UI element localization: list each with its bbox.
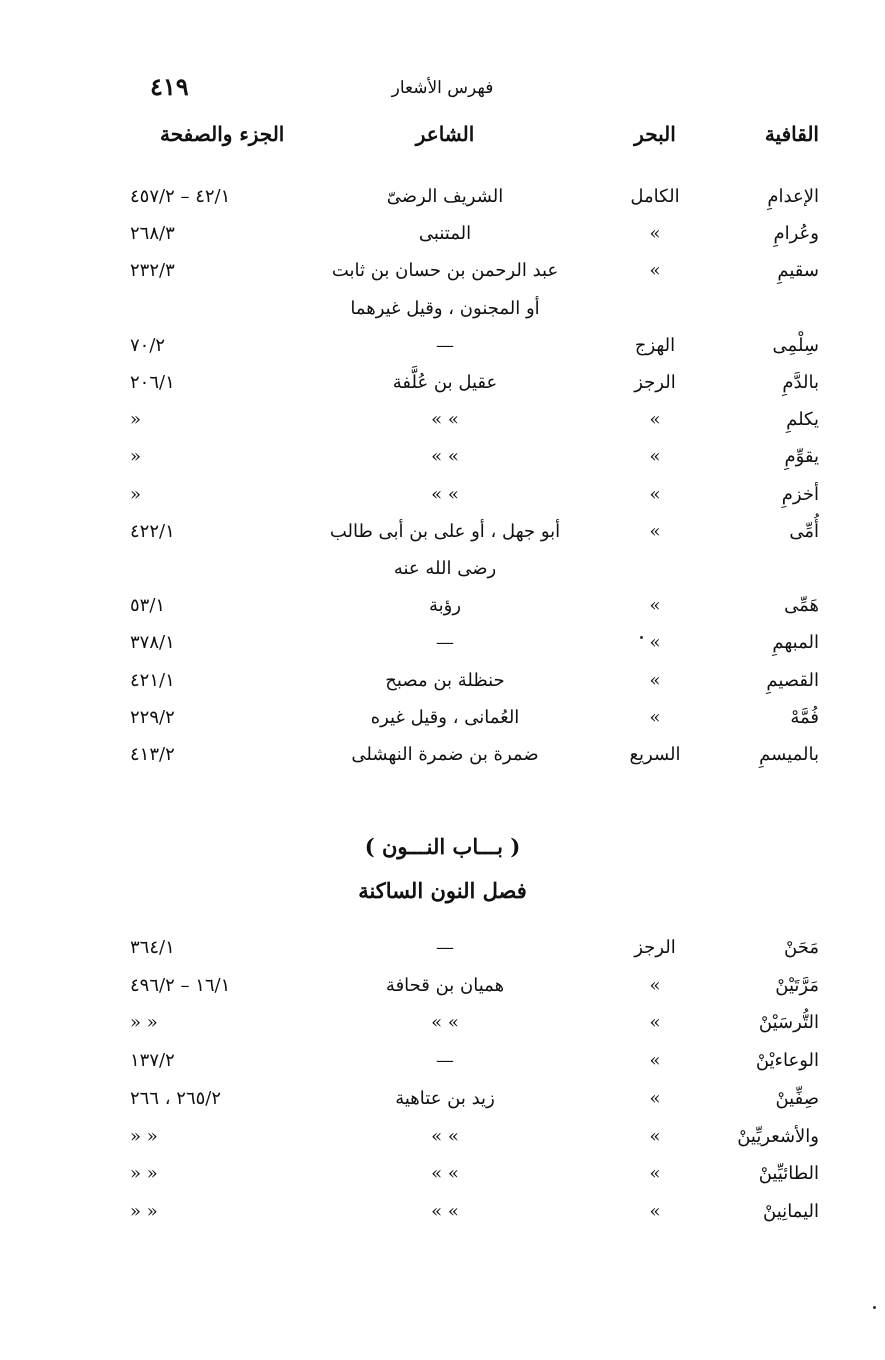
index-row <box>0 446 885 480</box>
index-row <box>0 975 885 1009</box>
rhyme-word: يكلمِ <box>786 409 819 431</box>
rhyme-word: والأشعريِّينْ <box>737 1125 819 1147</box>
meter-cell: الكامل <box>630 186 680 207</box>
poet-cell: » » <box>431 1012 459 1034</box>
rhyme-word: مَحَنْ <box>784 937 819 958</box>
meter-cell: الرجز <box>634 937 676 958</box>
subsection-title: فصل النون الساكنة <box>358 878 527 903</box>
rhyme-word: الإعدامِ <box>767 186 819 207</box>
poet-cell: حنظلة بن مصبح <box>385 669 505 691</box>
poet-cell: — <box>436 1050 454 1072</box>
index-row <box>0 298 885 332</box>
volume-page-cell: ٤٢١/١ <box>130 669 175 691</box>
volume-page-cell: » » <box>130 1163 158 1185</box>
meter-cell: » <box>649 632 661 654</box>
poet-cell: » » <box>431 1200 459 1222</box>
volume-page-cell: » » <box>130 1200 158 1222</box>
meter-cell: » <box>649 223 661 245</box>
rhyme-word: فُمَّهْ <box>790 706 819 728</box>
volume-page-cell: ٥٣/١ <box>130 595 166 617</box>
header-rhyme: القافية <box>764 122 819 146</box>
volume-page-cell: ٢٣٢/٣ <box>130 260 175 282</box>
meter-cell: الهزج <box>634 334 676 356</box>
meter-cell: » <box>649 974 661 996</box>
volume-page-cell: ٤١٣/٢ <box>130 744 175 765</box>
poet-cell: العُمانى ، وقيل غيره <box>370 706 520 728</box>
rhyme-word: أخزمِ <box>781 483 819 505</box>
rhyme-word: القصيمِ <box>766 669 819 691</box>
rhyme-word: المبهمِ <box>772 632 819 654</box>
volume-page-cell: ٢٦٨/٣ <box>130 223 175 245</box>
volume-page-cell: ٢٠٦/١ <box>130 372 175 393</box>
index-row <box>0 744 885 778</box>
meter-cell: » <box>649 706 661 728</box>
meter-cell: » <box>649 1050 661 1072</box>
chapter-title: ( بـــاب النـــون ) <box>364 834 521 859</box>
meter-cell: » <box>649 260 661 282</box>
volume-page-cell: » » <box>130 1012 158 1034</box>
poet-cell: عقيل بن عُلَّفة <box>392 372 498 393</box>
volume-page-cell: ٣٦٤/١ <box>130 937 175 958</box>
index-row <box>0 1012 885 1046</box>
volume-page-cell: ٣٧٨/١ <box>130 632 175 654</box>
meter-cell: » <box>649 1163 661 1185</box>
poet-cell: — <box>436 937 454 958</box>
rhyme-word: صِفِّينْ <box>775 1087 819 1109</box>
index-row <box>0 1126 885 1160</box>
index-row <box>0 484 885 518</box>
rhyme-word: الوعاءيْنْ <box>755 1050 819 1072</box>
print-speck <box>873 1306 876 1309</box>
rhyme-word: بالميسمِ <box>759 744 819 765</box>
volume-page-cell: » <box>130 446 142 468</box>
index-row <box>0 223 885 257</box>
index-row <box>0 632 885 666</box>
rhyme-word: هَمِّى <box>784 595 819 617</box>
volume-page-cell: » » <box>130 1125 158 1147</box>
index-row <box>0 937 885 971</box>
poet-cell: الشريف الرضىّ <box>386 186 504 207</box>
poet-continuation: أو المجنون ، وقيل غيرهما <box>350 297 540 319</box>
rhyme-word: التُّرسَيْنْ <box>758 1012 819 1034</box>
rhyme-word: سِلْمِى <box>772 334 819 356</box>
index-row <box>0 1163 885 1197</box>
volume-page-cell: ١٦/١ – ٤٩٦/٢ <box>130 974 231 996</box>
rhyme-word: سقيمِ <box>777 260 819 282</box>
meter-cell: » <box>649 409 661 431</box>
poet-cell: ضمرة بن ضمرة النهشلى <box>351 744 539 765</box>
rhyme-word: أُمِّى <box>789 520 819 542</box>
index-row <box>0 372 885 406</box>
index-row <box>0 1050 885 1084</box>
rhyme-word: الطائيِّينْ <box>758 1163 819 1185</box>
volume-page-cell: ٢٦٥/٢ ، ٢٦٦ <box>130 1087 222 1109</box>
header-poet: الشاعر <box>415 122 475 146</box>
meter-cell: » <box>649 1087 661 1109</box>
poet-cell: » » <box>431 483 459 505</box>
index-row <box>0 521 885 555</box>
poet-cell: رؤبة <box>428 595 462 617</box>
meter-cell: » <box>649 1012 661 1034</box>
poet-cell: المتنبى <box>418 223 472 245</box>
column-headers <box>0 122 885 158</box>
poet-cell: — <box>436 334 454 356</box>
meter-cell: » <box>649 1125 661 1147</box>
rhyme-word: بالدَّمِ <box>782 372 819 393</box>
volume-page-cell: » <box>130 409 142 431</box>
poet-cell: هميان بن قحافة <box>385 974 505 996</box>
index-row <box>0 260 885 294</box>
meter-cell: » <box>649 669 661 691</box>
running-title: فهرس الأشعار <box>391 78 494 98</box>
poet-cell: زيد بن عتاهية <box>395 1087 495 1109</box>
meter-cell: الرجز <box>634 372 676 393</box>
index-row <box>0 1088 885 1122</box>
index-row <box>0 409 885 443</box>
index-row <box>0 186 885 220</box>
rhyme-word: مَرَّتَيْنْ <box>775 974 819 996</box>
poet-cell: » » <box>431 1125 459 1147</box>
volume-page-cell: » <box>130 483 142 505</box>
index-row <box>0 335 885 369</box>
meter-cell: » <box>649 446 661 468</box>
index-row <box>0 595 885 629</box>
poet-cell: » » <box>431 409 459 431</box>
index-row <box>0 707 885 741</box>
index-row <box>0 558 885 592</box>
rhyme-word: يقوِّمِ <box>784 446 819 468</box>
rhyme-word: وعُرامِ <box>773 223 819 245</box>
page-number: ٤١٩ <box>150 72 189 101</box>
volume-page-cell: ٤٢٢/١ <box>130 520 175 542</box>
meter-cell: السريع <box>629 744 681 765</box>
rhyme-word: اليمانِينْ <box>763 1200 819 1222</box>
header-meter: البحر <box>634 122 676 146</box>
meter-cell: » <box>649 483 661 505</box>
meter-cell: » <box>649 1200 661 1222</box>
poet-cell: — <box>436 632 454 654</box>
header-volume-page: الجزء والصفحة <box>160 122 285 146</box>
print-speck <box>640 636 643 639</box>
volume-page-cell: ٧٠/٢ <box>130 334 166 356</box>
poet-cell: » » <box>431 446 459 468</box>
index-row <box>0 1201 885 1235</box>
poet-cell: أبو جهل ، أو على بن أبى طالب <box>329 520 561 542</box>
index-row <box>0 670 885 704</box>
volume-page-cell: ٢٢٩/٢ <box>130 706 175 728</box>
meter-cell: » <box>649 520 661 542</box>
poet-cell: » » <box>431 1163 459 1185</box>
poet-cell: عبد الرحمن بن حسان بن ثابت <box>331 260 559 282</box>
meter-cell: » <box>649 595 661 617</box>
poet-continuation: رضى الله عنه <box>393 558 497 579</box>
volume-page-cell: ٤٢/١ – ٤٥٧/٢ <box>130 186 231 207</box>
volume-page-cell: ١٣٧/٢ <box>130 1050 175 1072</box>
